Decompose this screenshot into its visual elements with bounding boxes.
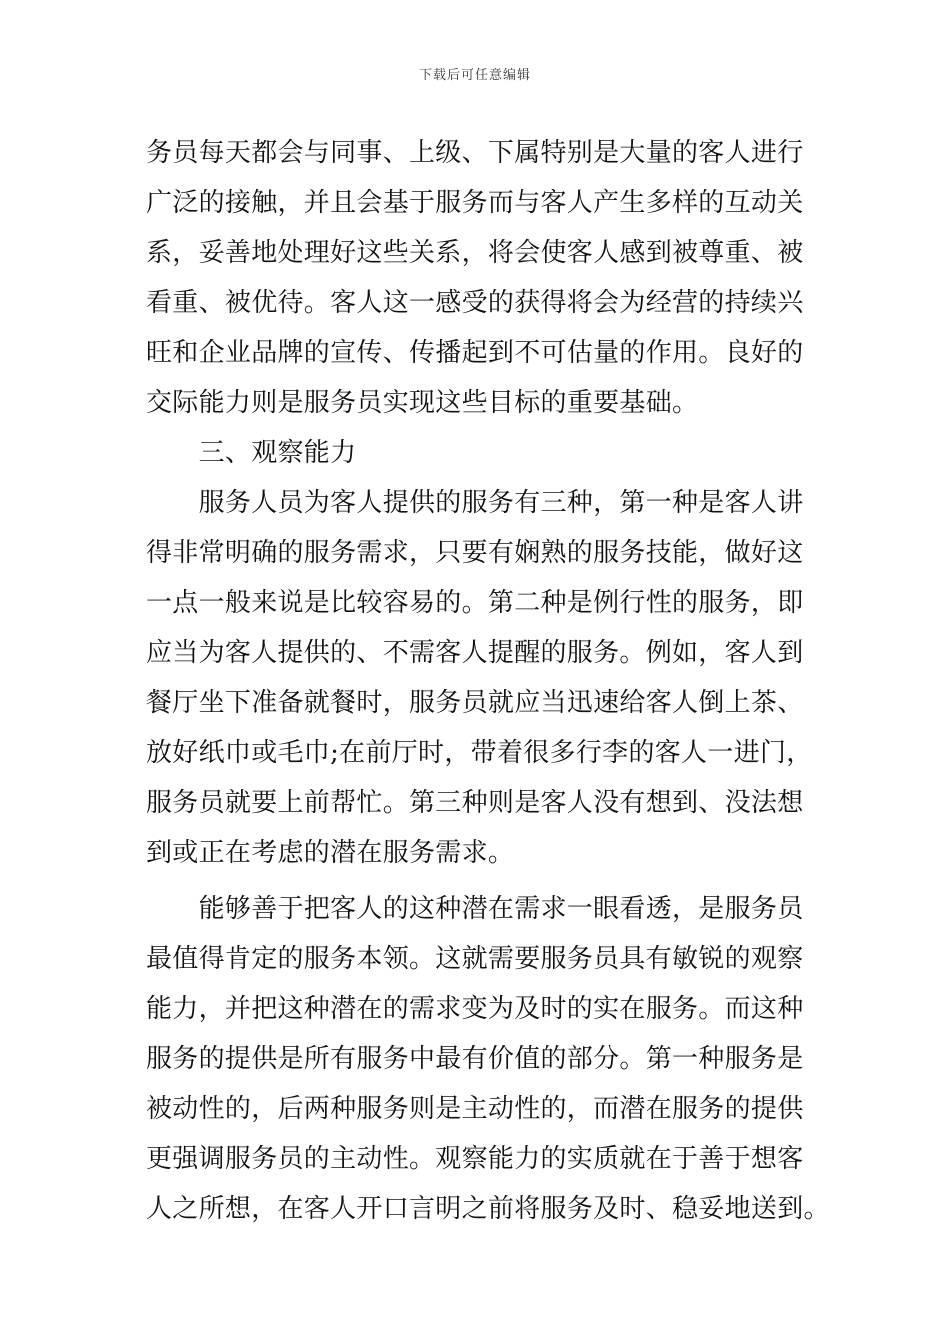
page-header: 下载后可任意编辑	[418, 68, 531, 83]
text-line: 系，妥善地处理好这些关系，将会使客人感到被尊重、被	[146, 238, 804, 268]
text-line: 被动性的，后两种服务则是主动性的，而潜在服务的提供	[146, 1094, 804, 1124]
text-line: 餐厅坐下准备就餐时，服务员就应当迅速给客人倒上茶、	[146, 688, 804, 718]
text-line: 更强调服务员的主动性。观察能力的实质就在于善于想客	[146, 1144, 804, 1174]
text-line: 服务员就要上前帮忙。第三种则是客人没有想到、没法想	[146, 788, 804, 818]
text-line: 最值得肯定的服务本领。这就需要服务员具有敏锐的观察	[146, 944, 804, 974]
text-line: 旺和企业品牌的宣传、传播起到不可估量的作用。良好的	[146, 338, 804, 368]
text-line: 一点一般来说是比较容易的。第二种是例行性的服务，即	[146, 588, 804, 618]
text-line: 看重、被优待。客人这一感受的获得将会为经营的持续兴	[146, 288, 804, 318]
text-line: 放好纸巾或毛巾;在前厅时，带着很多行李的客人一进门，	[146, 738, 813, 768]
text-line: 交际能力则是服务员实现这些目标的重要基础。	[146, 388, 699, 418]
text-line: 服务的提供是所有服务中最有价值的部分。第一种服务是	[146, 1044, 804, 1074]
text-line: 能够善于把客人的这种潜在需求一眼看透，是服务员	[146, 894, 804, 924]
text-line: 务员每天都会与同事、上级、下属特别是大量的客人进行	[146, 138, 804, 168]
text-line: 到或正在考虑的潜在服务需求。	[146, 838, 515, 868]
section-heading: 三、观察能力	[146, 438, 357, 468]
text-line: 能力，并把这种潜在的需求变为及时的实在服务。而这种	[146, 994, 804, 1024]
text-line: 人之所想，在客人开口言明之前将服务及时、稳妥地送到。	[146, 1194, 830, 1224]
text-line: 广泛的接触，并且会基于服务而与客人产生多样的互动关	[146, 188, 804, 218]
text-line: 得非常明确的服务需求，只要有娴熟的服务技能，做好这	[146, 538, 804, 568]
text-line: 应当为客人提供的、不需客人提醒的服务。例如，客人到	[146, 638, 804, 668]
body-text	[146, 128, 830, 1234]
text-line: 服务人员为客人提供的服务有三种，第一种是客人讲	[146, 488, 804, 518]
